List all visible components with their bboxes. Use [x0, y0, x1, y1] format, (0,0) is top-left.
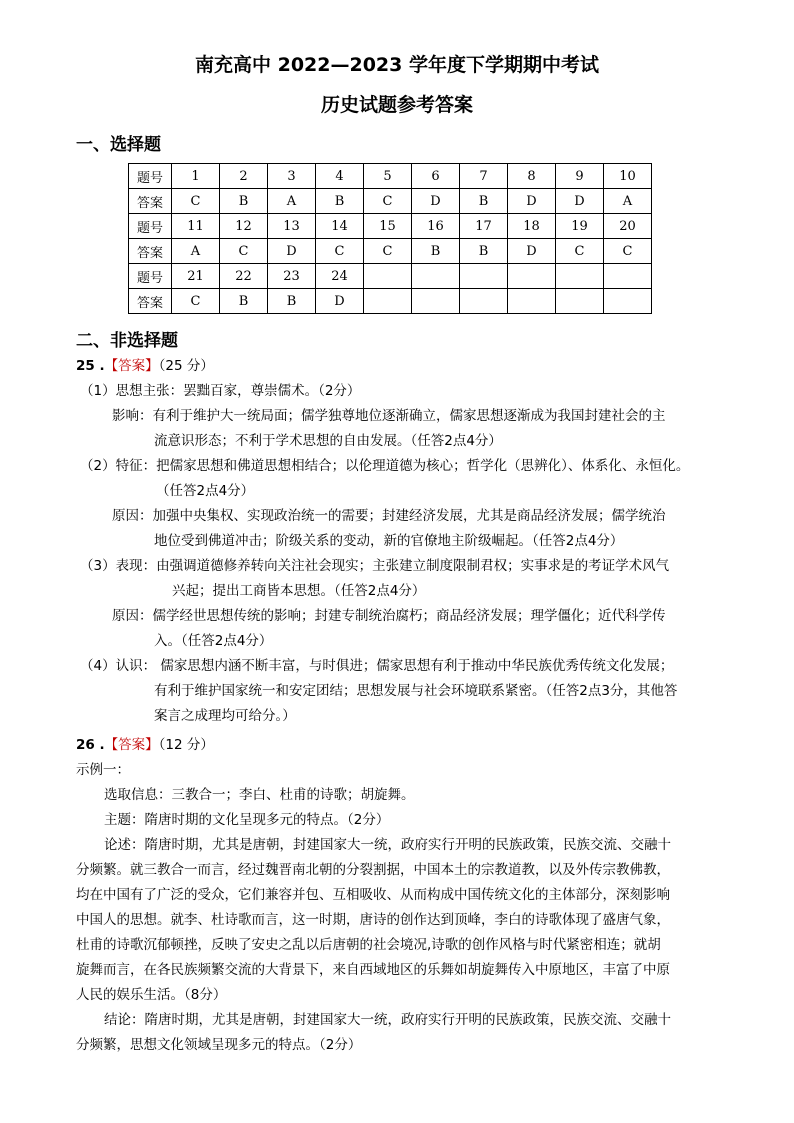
question-number-header: 题号: [129, 214, 172, 239]
question-number-cell: 9: [556, 164, 604, 189]
question-number-header: 题号: [129, 264, 172, 289]
q25-line: 有利于维护国家统一和安定团结；思想发展与社会环境联系紧密。（任答2点3分，其他答: [154, 683, 678, 699]
answer-header: 答案: [129, 189, 172, 214]
answer-cell: A: [268, 189, 316, 214]
answer-row: [129, 189, 652, 214]
question-number-cell: 13: [268, 214, 316, 239]
answer-header: 答案: [129, 289, 172, 314]
q25-answer-tag: 【答案】: [104, 358, 159, 374]
answer-key-title: 历史试题参考答案: [320, 94, 473, 116]
answer-table: [128, 163, 652, 314]
exam-title: 南充高中 2022—2023 学年度下学期期中考试: [195, 54, 599, 76]
q25-line: 兴起；提出工商皆本思想。（任答2点4分）: [172, 583, 426, 599]
answer-cell: B: [268, 289, 316, 314]
question-number-cell: 10: [604, 164, 652, 189]
q25-line: 影响：有利于维护大一统局面；儒学独尊地位逐渐确立，儒家思想逐渐成为我国封建社会的主: [112, 408, 666, 424]
q26-line: 结论：隋唐时期，尤其是唐朝，封建国家大一统，政府实行开明的民族政策，民族交流、交融十: [104, 1012, 671, 1028]
question-number-cell: 16: [412, 214, 460, 239]
answer-cell: [412, 289, 460, 314]
q26-line: 分频繁，思想文化领域呈现多元的特点。（2分）: [76, 1037, 362, 1053]
question-number-cell: 22: [220, 264, 268, 289]
answer-row: [129, 289, 652, 314]
answer-cell: [508, 289, 556, 314]
q25-score: （25 分）: [158, 358, 214, 374]
q26-score: （12 分）: [158, 737, 214, 753]
answer-cell: [604, 289, 652, 314]
q26-line: 人民的娱乐生活。（8分）: [76, 987, 227, 1003]
question-number-row: [129, 264, 652, 289]
q26-answer-tag: 【答案】: [104, 737, 159, 753]
q25-line: （2）特征：把儒家思想和佛道思想相结合；以伦理道德为核心；哲学化（思辨化）、体系化、永恒化。: [80, 458, 690, 474]
answer-cell: B: [220, 189, 268, 214]
answer-header: 答案: [129, 239, 172, 264]
q25-number: 25 .: [76, 358, 105, 374]
answer-cell: C: [220, 239, 268, 264]
q26-line: 杜甫的诗歌沉郁顿挫，反映了安史之乱以后唐朝的社会境况,诗歌的创作风格与时代紧密相连；就胡: [76, 937, 661, 953]
answer-cell: C: [172, 289, 220, 314]
question-number-cell: 11: [172, 214, 220, 239]
question-number-cell: 14: [316, 214, 364, 239]
q26-line: 旋舞而言，在各民族频繁交流的大背景下，来自西域地区的乐舞如胡旋舞传入中原地区，丰富了中原: [76, 962, 670, 978]
question-number-cell: [604, 264, 652, 289]
question-number-cell: [412, 264, 460, 289]
q26-line: 论述：隋唐时期，尤其是唐朝，封建国家大一统，政府实行开明的民族政策，民族交流、交融十: [104, 837, 671, 853]
q25-line: 地位受到佛道冲击；阶级关系的变动，新的官僚地主阶级崛起。（任答2点4分）: [154, 533, 624, 549]
answer-row: [129, 239, 652, 264]
question-number-cell: 8: [508, 164, 556, 189]
question-number-row: [129, 214, 652, 239]
question-number-row: [129, 164, 652, 189]
question-number-cell: 2: [220, 164, 268, 189]
answer-cell: B: [460, 189, 508, 214]
section-choice-title: 一、选择题: [76, 135, 161, 155]
q26-line: 分频繁。就三教合一而言，经过魏晋南北朝的分裂割据，中国本土的宗教道教，以及外传宗教佛教，: [76, 862, 670, 878]
q25-header: [76, 356, 214, 376]
answer-cell: D: [508, 239, 556, 264]
answer-cell: B: [460, 239, 508, 264]
answer-cell: A: [172, 239, 220, 264]
q26-header: [76, 735, 214, 755]
answer-cell: D: [412, 189, 460, 214]
q25-line: （4）认识： 儒家思想内涵不断丰富，与时俱进；儒家思想有利于推动中华民族优秀传统文化发展；: [80, 658, 674, 674]
question-number-cell: 1: [172, 164, 220, 189]
q26-line: 主题：隋唐时期的文化呈现多元的特点。（2分）: [104, 812, 390, 828]
answer-cell: [460, 289, 508, 314]
q25-line: （3）表现：由强调道德修养转向关注社会现实；主张建立制度限制君权；实事求是的考证学术风气: [80, 558, 670, 574]
answer-cell: B: [412, 239, 460, 264]
question-number-cell: 3: [268, 164, 316, 189]
answer-cell: C: [364, 239, 412, 264]
q25-line: 案言之成理均可给分。）: [154, 708, 296, 724]
section-nonchoice-title: 二、非选择题: [76, 331, 178, 351]
question-number-cell: 4: [316, 164, 364, 189]
q25-line: 原因：加强中央集权、实现政治统一的需要；封建经济发展，尤其是商品经济发展；儒学统治: [112, 508, 666, 524]
answer-cell: C: [172, 189, 220, 214]
question-number-cell: 15: [364, 214, 412, 239]
answer-cell: D: [556, 189, 604, 214]
question-number-cell: 6: [412, 164, 460, 189]
answer-cell: D: [316, 289, 364, 314]
question-number-cell: 21: [172, 264, 220, 289]
question-number-cell: 19: [556, 214, 604, 239]
q25-line: （任答2点4分）: [156, 483, 255, 499]
answer-cell: D: [268, 239, 316, 264]
q26-line: 示例一：: [76, 762, 130, 778]
question-number-cell: 23: [268, 264, 316, 289]
answer-cell: C: [604, 239, 652, 264]
question-number-cell: 12: [220, 214, 268, 239]
question-number-cell: 20: [604, 214, 652, 239]
q26-number: 26 .: [76, 737, 105, 753]
q25-line: 入。（任答2点4分）: [154, 633, 273, 649]
answer-cell: C: [316, 239, 364, 264]
question-number-cell: 18: [508, 214, 556, 239]
answer-cell: D: [508, 189, 556, 214]
question-number-cell: [508, 264, 556, 289]
question-number-header: 题号: [129, 164, 172, 189]
answer-cell: [364, 289, 412, 314]
question-number-cell: 7: [460, 164, 508, 189]
q25-line: （1）思想主张：罢黜百家，尊崇儒术。（2分）: [80, 383, 361, 399]
question-number-cell: 5: [364, 164, 412, 189]
answer-cell: C: [556, 239, 604, 264]
question-number-cell: [364, 264, 412, 289]
answer-cell: B: [316, 189, 364, 214]
q25-line: 原因：儒学经世思想传统的影响；封建专制统治腐朽；商品经济发展；理学僵化；近代科学传: [112, 608, 666, 624]
question-number-cell: [556, 264, 604, 289]
question-number-cell: 24: [316, 264, 364, 289]
answer-cell: C: [364, 189, 412, 214]
q26-line: 选取信息：三教合一；李白、杜甫的诗歌；胡旋舞。: [104, 787, 415, 803]
question-number-cell: 17: [460, 214, 508, 239]
question-number-cell: [460, 264, 508, 289]
q26-line: 中国人的思想。就李、杜诗歌而言，这一时期，唐诗的创作达到顶峰，李白的诗歌体现了盛唐气象，: [76, 912, 670, 928]
answer-cell: B: [220, 289, 268, 314]
q26-line: 均在中国有了广泛的受众，它们兼容并包、互相吸收、从而构成中国传统文化的主体部分，深刻影响: [76, 887, 670, 903]
answer-cell: [556, 289, 604, 314]
q25-line: 流意识形态；不利于学术思想的自由发展。（任答2点4分）: [154, 433, 502, 449]
answer-cell: A: [604, 189, 652, 214]
